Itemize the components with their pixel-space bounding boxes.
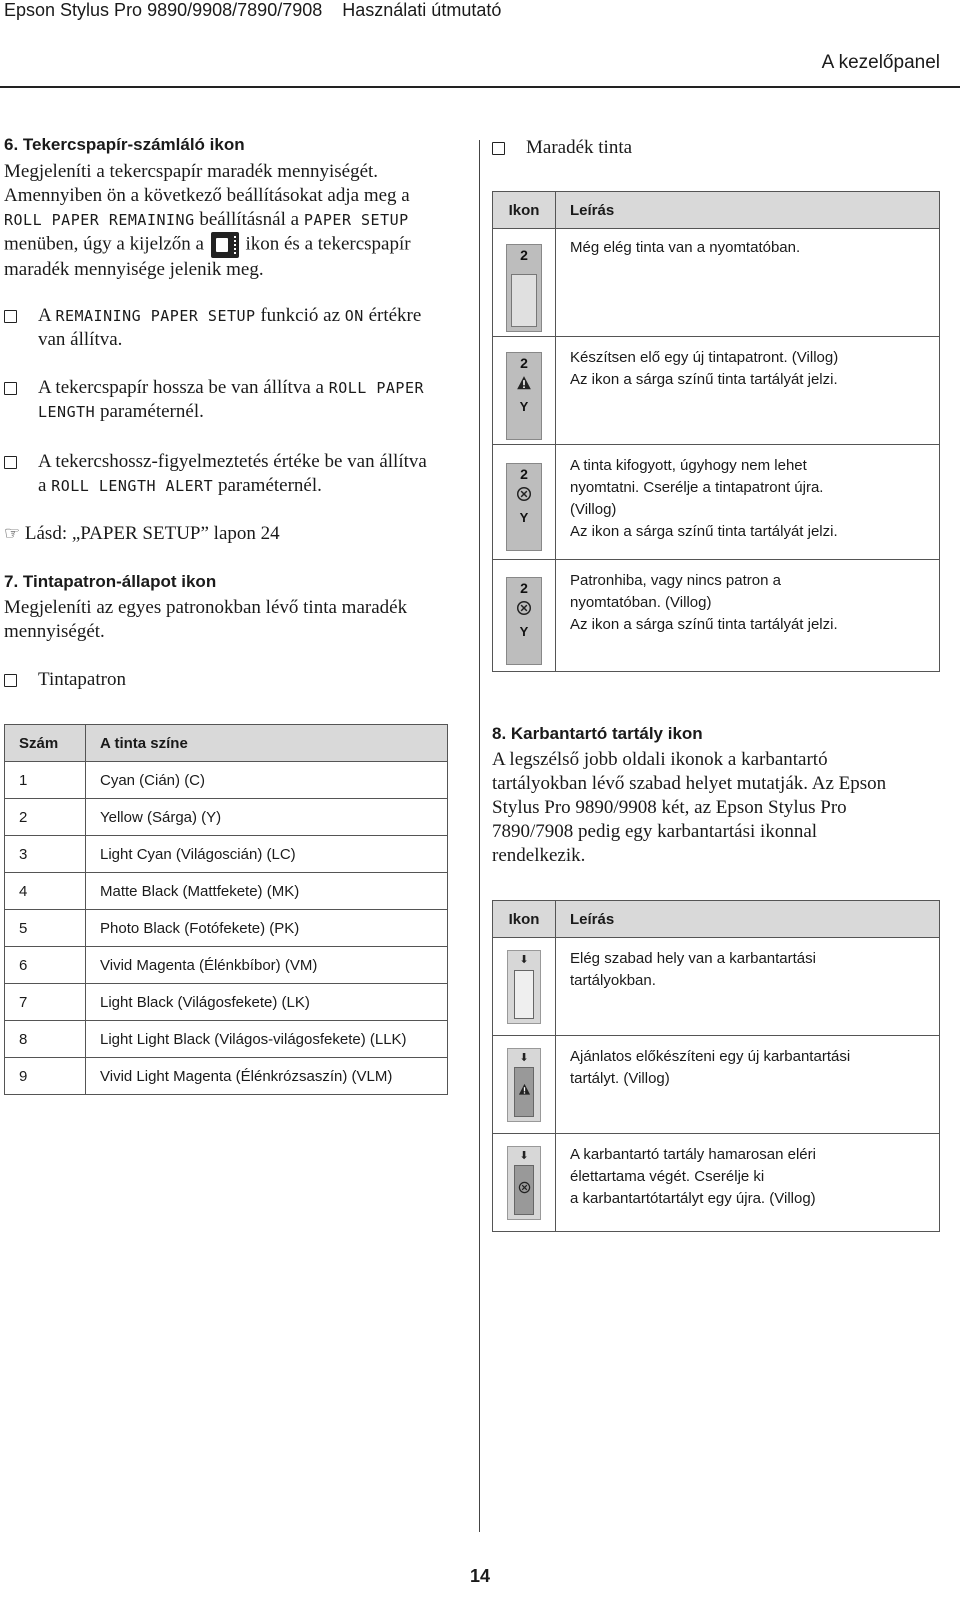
header-rule <box>0 86 960 88</box>
error-icon <box>516 486 532 502</box>
maintenance-description <box>556 1036 940 1134</box>
table-row <box>5 947 448 984</box>
text: paraméternél. <box>95 401 204 422</box>
ink-color-name: Cyan (Cián) (C) <box>86 762 448 799</box>
table-row <box>493 445 940 560</box>
ink-cartridge-icon <box>506 352 542 440</box>
ink-number: 9 <box>5 1058 86 1095</box>
bullet-roll-paper-length <box>4 376 464 424</box>
maintenance-description <box>556 938 940 1036</box>
remaining-ink-table <box>492 191 940 672</box>
description-line: nyomtatni. Cserélje a tintapatront újra. <box>570 479 824 496</box>
section-7-paragraph <box>4 596 464 644</box>
ink-color-table <box>4 724 448 1095</box>
description-line: Az ikon a sárga színű tinta tartályát jelzi. <box>570 371 838 388</box>
table-row <box>493 229 940 337</box>
bullet-remaining-ink: Maradék tinta <box>492 136 942 160</box>
cartridge-letter: Y <box>519 623 529 639</box>
table-row <box>5 910 448 947</box>
ink-number: 6 <box>5 947 86 984</box>
table-row <box>5 799 448 836</box>
description-line: a karbantartótartályt egy újra. (Villog) <box>570 1190 816 1207</box>
s6-line: Megjeleníti a tekercspapír maradék mennyiségét. <box>4 161 379 182</box>
table-row <box>5 762 448 799</box>
description-line: Patronhiba, vagy nincs patron a <box>570 572 781 589</box>
section-8-paragraph <box>492 748 942 868</box>
warning-icon <box>516 375 532 391</box>
s8-line: 7890/7908 pedig egy karbantartási ikonnal <box>492 821 818 842</box>
col-header-description: Leírás <box>556 901 940 938</box>
ink-status-description <box>556 445 940 560</box>
reference-link[interactable]: Lásd: „PAPER SETUP” lapon 24 <box>24 523 280 544</box>
col-header-icon: Ikon <box>493 192 556 229</box>
s8-line: rendelkezik. <box>492 845 586 866</box>
ink-level-bar <box>511 274 537 327</box>
description-line: A karbantartó tartály hamarosan eléri <box>570 1146 816 1163</box>
ink-status-icon-cell <box>493 337 556 445</box>
col-header-ink-color: A tinta színe <box>86 725 448 762</box>
cartridge-letter: Y <box>519 398 529 414</box>
description-line: tartályokban. <box>570 972 656 989</box>
cartridge-number: 2 <box>520 466 528 482</box>
table-row <box>493 938 940 1036</box>
code-remaining-paper-setup: REMAINING PAPER SETUP <box>55 307 256 325</box>
tank-download-icon: ⬇ <box>519 1050 529 1064</box>
ink-color-name: Photo Black (Fotófekete) (PK) <box>86 910 448 947</box>
table-row <box>5 836 448 873</box>
section-6-paragraph <box>4 160 464 282</box>
page-header <box>0 0 960 90</box>
code-roll-paper: ROLL PAPER <box>328 379 425 397</box>
ink-status-icon-cell <box>493 445 556 560</box>
ink-cartridge-icon <box>506 244 542 332</box>
table-row <box>5 1058 448 1095</box>
table-row <box>5 873 448 910</box>
ink-status-description <box>556 229 940 337</box>
ink-number: 4 <box>5 873 86 910</box>
description-line: élettartama végét. Cserélje ki <box>570 1168 765 1185</box>
table-row <box>493 1134 940 1232</box>
ink-color-name: Yellow (Sárga) (Y) <box>86 799 448 836</box>
doc-title: Epson Stylus Pro 9890/9908/7890/7908 <box>4 0 323 20</box>
code-roll-length-alert: ROLL LENGTH ALERT <box>51 477 214 495</box>
maintenance-description <box>556 1134 940 1232</box>
s7-line: mennyiségét. <box>4 621 105 642</box>
code-roll-paper-remaining: ROLL PAPER REMAINING <box>4 211 195 229</box>
s8-line: A legszélső jobb oldali ikonok a karbantartó <box>492 749 828 770</box>
text: paraméternél. <box>213 475 322 496</box>
maintenance-tank-icon <box>507 1146 541 1220</box>
description-line: Az ikon a sárga színű tinta tartályát jelzi. <box>570 523 838 540</box>
table-row <box>5 1021 448 1058</box>
ink-number: 3 <box>5 836 86 873</box>
maintenance-icon-cell <box>493 1134 556 1232</box>
text: A tekercspapír hossza be van állítva a <box>38 377 329 398</box>
bullet-remaining-paper-setup <box>4 304 464 352</box>
description-line: tartályt. (Villog) <box>570 1070 670 1087</box>
header-doc-title <box>4 0 501 21</box>
bullet-roll-length-alert <box>4 450 464 498</box>
col-header-icon: Ikon <box>493 901 556 938</box>
ink-number: 8 <box>5 1021 86 1058</box>
ink-color-name: Light Light Black (Világos-világosfekete) (LLK) <box>86 1021 448 1058</box>
cartridge-letter: Y <box>519 510 529 525</box>
s6-line: maradék mennyisége jelenik meg. <box>4 259 264 280</box>
ink-status-icon-cell <box>493 560 556 672</box>
description-line: Készítsen elő egy új tintapatront. (Villog) <box>570 349 839 366</box>
text: értékre <box>363 305 422 326</box>
s8-line: Stylus Pro 9890/9908 két, az Epson Stylus Pro <box>492 797 847 818</box>
s7-line: Megjeleníti az egyes patronokban lévő tinta maradék <box>4 597 408 618</box>
col-header-description: Leírás <box>556 192 940 229</box>
code-paper-setup: PAPER SETUP <box>303 211 409 229</box>
ink-cartridge-icon <box>506 463 542 551</box>
ink-number: 2 <box>5 799 86 836</box>
s6-line: Amennyiben ön a következő beállításokat adja meg a <box>4 185 410 206</box>
text: a <box>38 475 52 496</box>
ink-color-name: Matte Black (Mattfekete) (MK) <box>86 873 448 910</box>
ink-status-description <box>556 560 940 672</box>
s6-line <box>4 208 464 232</box>
text: funkció az <box>255 305 345 326</box>
ink-status-icon-cell <box>493 229 556 337</box>
pointing-hand-icon: ☞ <box>4 523 21 544</box>
section-7-heading: 7. Tintapatron-állapot ikon <box>4 572 217 591</box>
cartridge-number: 2 <box>520 579 528 596</box>
code-on: ON <box>344 307 364 325</box>
table-row <box>493 337 940 445</box>
ink-color-name: Vivid Light Magenta (Élénkrózsaszín) (VLM) <box>86 1058 448 1095</box>
maintenance-tank-icon <box>507 1048 541 1122</box>
tank-download-icon: ⬇ <box>519 952 529 966</box>
maintenance-tank-icon <box>507 950 541 1024</box>
ink-color-name: Vivid Magenta (Élénkbíbor) (VM) <box>86 947 448 984</box>
cartridge-number: 2 <box>520 354 528 371</box>
maintenance-tank-table <box>492 900 940 1232</box>
col-header-number: Szám <box>5 725 86 762</box>
page-number: 14 <box>469 1566 491 1586</box>
error-icon <box>516 600 532 616</box>
description-line: nyomtatóban. (Villog) <box>570 594 712 611</box>
cartridge-number: 2 <box>520 246 528 263</box>
ink-color-name: Light Cyan (Világoscián) (LC) <box>86 836 448 873</box>
s6-line <box>4 232 464 258</box>
bullet-ink-cartridge: Tintapatron <box>4 668 464 692</box>
tank-download-icon: ⬇ <box>519 1148 529 1162</box>
ink-status-description <box>556 337 940 445</box>
reference-line[interactable] <box>4 522 464 546</box>
section-6-heading: 6. Tekercspapír-számláló ikon <box>4 135 245 154</box>
s8-line: tartályokban lévő szabad helyet mutatják. Az Epson <box>492 773 887 794</box>
description-line: (Villog) <box>570 501 617 518</box>
s6-text: menüben, úgy a kijelzőn a <box>4 233 209 255</box>
ink-color-name: Light Black (Világosfekete) (LK) <box>86 984 448 1021</box>
text: van állítva. <box>38 329 123 350</box>
description-line: Ajánlatos előkészíteni egy új karbantartási <box>570 1048 851 1065</box>
section-8-heading: 8. Karbantartó tartály ikon <box>492 724 703 743</box>
s6-text: beállításnál a <box>194 209 304 230</box>
ink-number: 7 <box>5 984 86 1021</box>
description-line: A tinta kifogyott, úgyhogy nem lehet <box>570 457 807 474</box>
table-row <box>493 1036 940 1134</box>
s6-text: ikon és a tekercspapír <box>240 233 411 255</box>
ink-cartridge-icon <box>506 577 542 665</box>
table-row <box>493 560 940 672</box>
column-divider <box>479 140 480 1532</box>
code-length: LENGTH <box>38 403 96 421</box>
ink-number: 1 <box>5 762 86 799</box>
description-line: Még elég tinta van a nyomtatóban. <box>570 239 801 256</box>
maintenance-icon-cell <box>493 1036 556 1134</box>
warning-icon <box>518 1083 531 1096</box>
text: A tekercshossz-figyelmeztetés értéke be van állítva <box>38 451 427 472</box>
ink-number: 5 <box>5 910 86 947</box>
description-line: Elég szabad hely van a karbantartási <box>570 950 816 967</box>
error-icon <box>518 1181 531 1194</box>
description-line: Az ikon a sárga színű tinta tartályát jelzi. <box>570 616 838 633</box>
tank-free-space <box>514 970 534 1019</box>
guide-name: Használati útmutató <box>342 0 502 20</box>
section-title: A kezelőpanel <box>821 52 940 73</box>
text: A <box>38 305 56 326</box>
roll-paper-icon <box>211 232 239 258</box>
table-row <box>5 984 448 1021</box>
maintenance-icon-cell <box>493 938 556 1036</box>
